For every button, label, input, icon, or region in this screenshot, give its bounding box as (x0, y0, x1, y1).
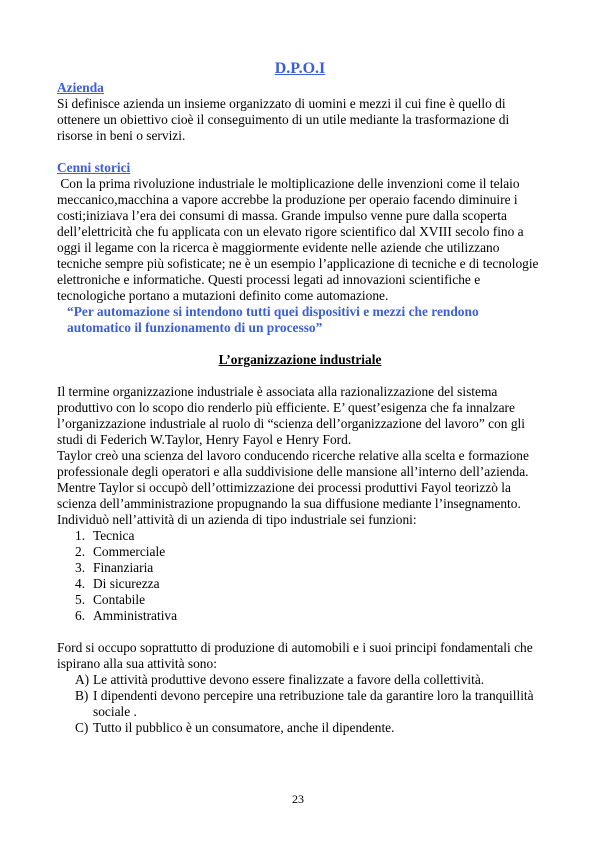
section-heading-cenni-storici: Cenni storici (57, 160, 131, 175)
list-item: C) Tutto il pubblico è un consumatore, anche il dipendente. (75, 720, 395, 735)
section-heading-azienda: Azienda (57, 80, 104, 95)
paragraph-ford: Ford si occupo soprattutto di produzione di automobili e i suoi principi fondamentali che ispirano alla sua attività sono: (57, 640, 533, 671)
list-item: 6. Amministrativa (75, 608, 178, 623)
document-title: D.P.O.I (274, 60, 326, 77)
page-number: 23 (292, 792, 304, 806)
list-principi (57, 672, 543, 736)
list-item: 5. Contabile (75, 592, 146, 607)
list-funzioni (57, 528, 543, 624)
list-item: 3. Finanziaria (75, 560, 154, 575)
document-page (57, 60, 543, 736)
paragraph-cenni-storici: Con la prima rivoluzione industriale le moltiplicazione delle invenzioni come il telaio meccanico,macchina a vapore accrebbe la produzione per operaio facendo diminuire i costi;iniziava l’era dei consumi di massa. Grande impulso venne pure dalla scoperta dell’elettricità che fu applicata con un elevato rigore scientifico dal XVIII secolo fino a oggi il legame con la ricerca è maggiormente evidente nelle aziende che utilizzano tecniche sempre più sofisticate; ne è un esempio l’applicazione di tecniche e di tecnologie elettroniche e informatiche. Questi processi legati ad innovazioni scientifiche e tecnologiche portano a mutazioni definito come automazione. (57, 176, 542, 303)
quote-automazione: “Per automazione si intendono tutti quei dispositivi e mezzi che rendono automatico il funzionamento di un processo” (67, 304, 479, 335)
list-item: B) I dipendenti devono percepire una retribuzione tale da garantire loro la tranquillità sociale . (75, 688, 534, 719)
list-item: A) Le attività produttive devono essere finalizzate a favore della collettività. (75, 672, 485, 687)
list-item: 4. Di sicurezza (75, 576, 160, 591)
section-heading-organizzazione: L’organizzazione industriale (218, 352, 382, 367)
list-item: 2. Commerciale (75, 544, 166, 559)
paragraph-organizzazione-1: Il termine organizzazione industriale è associata alla razionalizzazione del sistema produttivo con lo scopo dio renderlo più efficiente. E’ quest’esigenza che fa innalzare l’organizzazione industriale al ruolo di “scienza dell’organizzazione del lavoro” con gli studi di Federich W.Taylor, Henry Fayol e Henry Ford. (57, 384, 525, 447)
paragraph-organizzazione-2: Taylor creò una scienza del lavoro conducendo ricerche relative alla scelta e formazione professionale degli operatori e alla suddivisione delle mansione all’interno dell’azienda. Mentre Taylor si occupò dell’ottimizzazione dei processi produttivi Fayol teorizzò la scienza dell’amministrazione propugnando la sua diffusione mediante l’insegnamento. Individuò nell’attività di un azienda di tipo industriale sei funzioni: (57, 448, 529, 527)
list-item: 1. Tecnica (75, 528, 135, 543)
paragraph-azienda: Si definisce azienda un insieme organizzato di uomini e mezzi il cui fine è quello di ottenere un obiettivo cioè il conseguimento di un utile mediante la trasformazione di risorse in beni o servizi. (57, 96, 510, 143)
